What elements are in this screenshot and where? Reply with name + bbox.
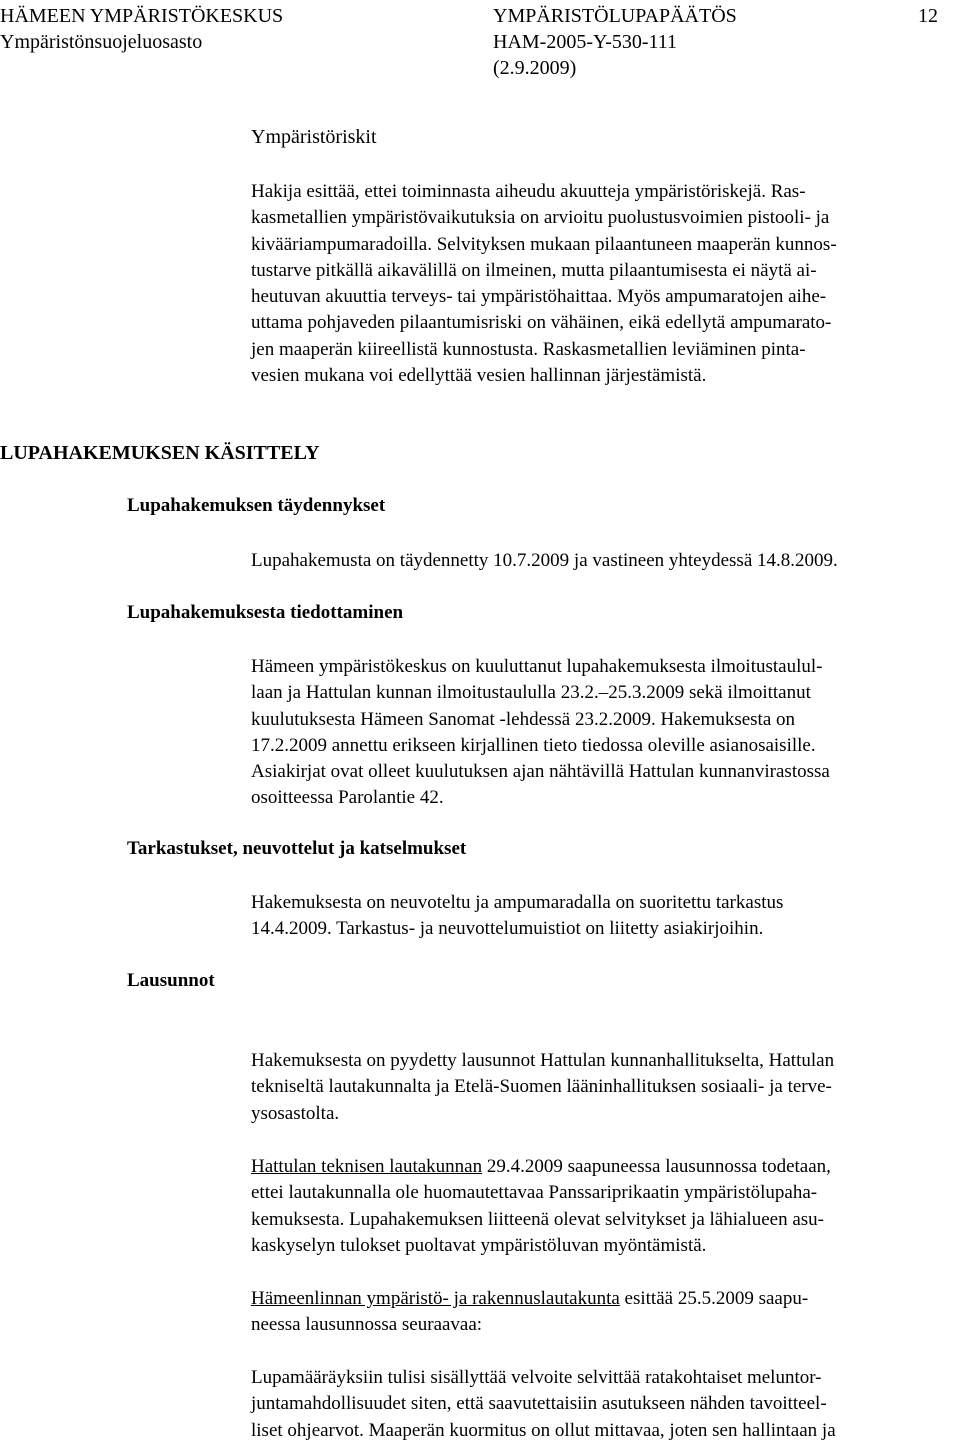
tiedottaminen-title: Lupahakemuksesta tiedottaminen xyxy=(127,602,404,623)
header-doc-type: YMPÄRISTÖLUPAPÄÄTÖS xyxy=(493,5,737,27)
tarkastukset-title: Tarkastukset, neuvottelut ja katselmukset xyxy=(127,838,467,859)
lausunto-quote xyxy=(251,1365,958,1444)
text-line: kivääriampumaradoilla. Selvityksen mukaan pilaantuneen maaperän kunnos- xyxy=(251,233,837,255)
text-line: Asiakirjat ovat olleet kuulutuksen ajan nähtävillä Hattulan kunnanvirastossa xyxy=(251,761,830,783)
text-line: jen maaperän kiireellistä kunnostusta. Raskasmetallien leviäminen pinta- xyxy=(251,338,806,360)
text-line: tustarve pitkällä aikavälillä on ilmeinen, mutta pilaantumisesta ei näytä ai- xyxy=(251,259,817,281)
page-number: 12 xyxy=(918,5,938,27)
text-line: Hakemuksesta on neuvoteltu ja ampumaradalla on suoritettu tarkastus xyxy=(251,892,784,913)
tarkastukset-paragraph xyxy=(251,890,958,943)
text-line: tekniseltä lautakunnalta ja Etelä-Suomen lääninhallituksen sosiaali- ja terve- xyxy=(251,1076,832,1098)
lausunto-ymparisto xyxy=(251,1286,958,1339)
ymparistoriskit-paragraph xyxy=(251,179,958,389)
text-line: kemuksesta. Lupahakemuksen liitteenä olevat selvitykset ja lähialueen asu- xyxy=(251,1208,824,1230)
lausunnot-intro xyxy=(251,1048,958,1127)
text-line: uttama pohjaveden pilaantumisriski on vähäinen, eikä edellytä ampumarato- xyxy=(251,312,832,334)
header-org: HÄMEEN YMPÄRISTÖKESKUS xyxy=(0,5,284,27)
lausunto-ymparisto-line1: esittää 25.5.2009 saapu- xyxy=(619,1288,809,1309)
text-line: 14.4.2009. Tarkastus- ja neuvottelumuistiot on liitetty asiakirjoihin. xyxy=(251,918,764,940)
text-line: ysosastolta. xyxy=(251,1102,340,1124)
text-line: heutuvan akuuttia terveys- tai ympäristöhaittaa. Myös ampumaratojen aihe- xyxy=(251,286,827,308)
header-doc-id: HAM-2005-Y-530-111 xyxy=(493,31,678,53)
taydennykset-title: Lupahakemuksen täydennykset xyxy=(127,495,386,516)
text-line: kaskyselyn tulokset puoltavat ympäristöluvan myöntämistä. xyxy=(251,1234,707,1256)
text-line: Hakija esittää, ettei toiminnasta aiheudu akuutteja ympäristöriskejä. Ras- xyxy=(251,181,806,202)
text-line: neessa lausunnossa seuraavaa: xyxy=(251,1314,483,1336)
header-doc-date: (2.9.2009) xyxy=(493,57,577,79)
text-line: Hakemuksesta on pyydetty lausunnot Hattulan kunnanhallitukselta, Hattulan xyxy=(251,1050,835,1071)
text-line: osoitteessa Parolantie 42. xyxy=(251,787,444,809)
lausunto-tekninen-line1: 29.4.2009 saapuneessa lausunnossa todetaan, xyxy=(482,1156,831,1177)
text-line xyxy=(251,1286,958,1312)
text-line: Hämeen ympäristökeskus on kuuluttanut lupahakemuksesta ilmoitustaulul- xyxy=(251,656,823,677)
lausunto-tekninen xyxy=(251,1154,958,1259)
lausunto-ymparisto-name: Hämeenlinnan ympäristö- ja rakennuslautakunta xyxy=(251,1288,620,1309)
text-line xyxy=(251,1154,958,1180)
text-line: juntamahdollisuudet siten, että saavutettaisiin asutukseen nähden tavoitteel- xyxy=(251,1393,827,1415)
text-line: ettei lautakunnalla ole huomautettavaa Panssariprikaatin ympäristölupaha- xyxy=(251,1182,818,1204)
lausunnot-title: Lausunnot xyxy=(127,970,215,991)
lausunto-tekninen-name: Hattulan teknisen lautakunnan xyxy=(251,1156,483,1177)
text-line: laan ja Hattulan kunnan ilmoitustaululla 23.2.–25.3.2009 sekä ilmoittanut xyxy=(251,682,811,704)
header-dept: Ympäristönsuojeluosasto xyxy=(0,31,203,53)
text-line: kuulutuksesta Hämeen Sanomat -lehdessä 23.2.2009. Hakemuksesta on xyxy=(251,708,796,730)
section-title: LUPAHAKEMUKSEN KÄSITTELY xyxy=(0,442,320,464)
text-line: Lupamääräyksiin tulisi sisällyttää velvoite selvittää ratakohtaiset meluntor- xyxy=(251,1367,822,1388)
taydennykset-text: Lupahakemusta on täydennetty 10.7.2009 ja vastineen yhteydessä 14.8.2009. xyxy=(251,550,838,571)
tiedottaminen-paragraph xyxy=(251,654,958,812)
ymparistoriskit-title: Ympäristöriskit xyxy=(251,126,377,148)
text-line: kasmetallien ympäristövaikutuksia on arvioitu puolustusvoimien pistooli- ja xyxy=(251,207,830,229)
text-line: liset ohjearvot. Maaperän kuormitus on ollut mittavaa, joten sen hallintaan ja xyxy=(251,1419,836,1441)
text-line: vesien mukana voi edellyttää vesien hallinnan järjestämistä. xyxy=(251,365,707,387)
text-line: 17.2.2009 annettu erikseen kirjallinen tieto tiedossa oleville asianosaisille. xyxy=(251,734,816,756)
